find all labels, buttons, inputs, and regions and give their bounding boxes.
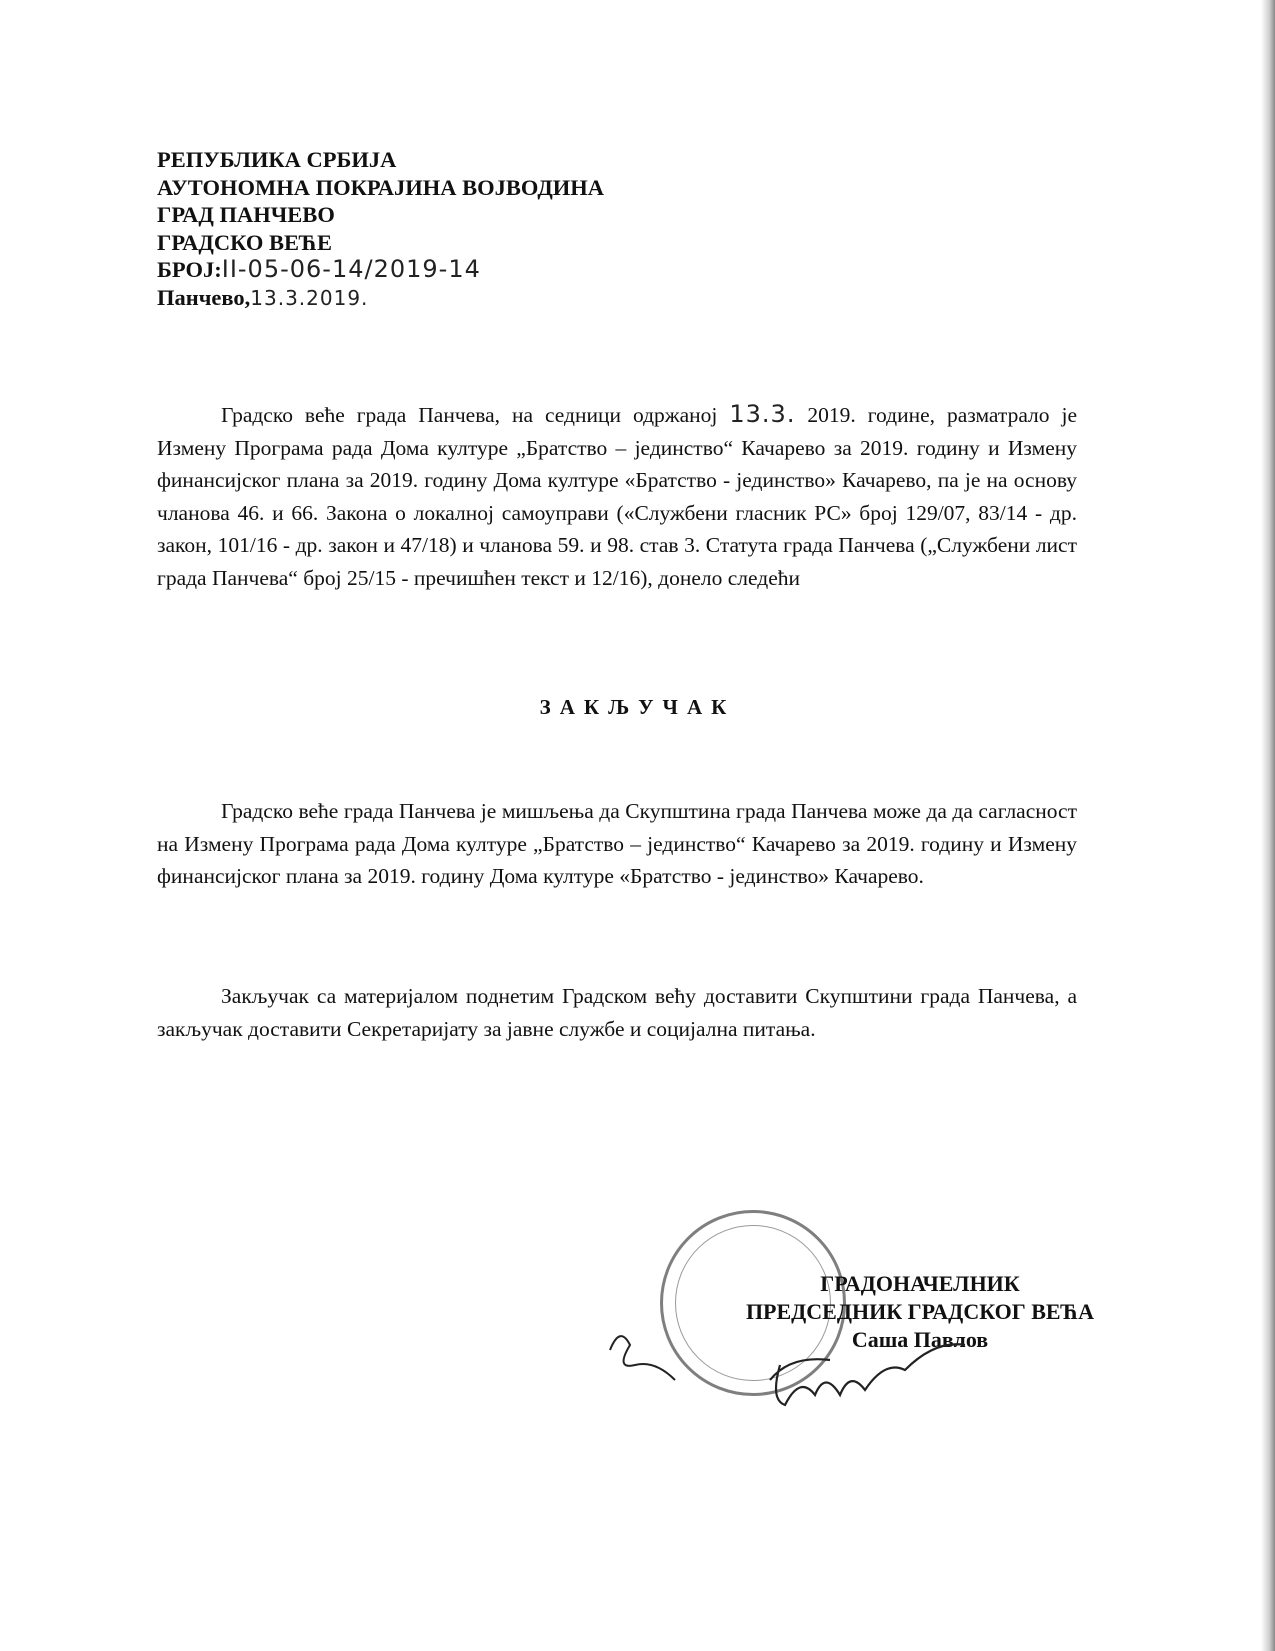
header-line: ГРАД ПАНЧЕВО (157, 202, 335, 227)
header-line: ГРАДСКО ВЕЋЕ (157, 229, 333, 255)
preamble-text: Градско веће града Панчева, на седници одржаној (221, 403, 718, 427)
signatory-title: ГРАДОНАЧЕЛНИК (820, 1271, 1020, 1296)
header-line: АУТОНОМНА ПОКРАЈИНА ВОЈВОДИНА (157, 174, 605, 200)
number-label: БРОЈ: (157, 257, 222, 282)
handwritten-date: 13.3.2019. (250, 285, 369, 310)
preamble-text: 2019. године, разматрало је Измену Програма рада Дома културе „Братство – јединство“ Качарево за 2019. годину и Измену финансијског плана за 2019. годину Дома културе «Братство - јединство» Качарево, па је на основу чланова 46. и 66. Закона о локалној самоуправи («Службени гласник РС» број 129/07, 83/14 - др. закон, 101/16 - др. закон и 47/18) и чланова 59. и 98. став 3. Статута града Панчева („Службени лист града Панчева“ број 25/15 - пречишћен текст и 12/16), донело следећи (157, 403, 1078, 590)
paragraph-preamble (157, 398, 1077, 594)
handwritten-signature (600, 1310, 1060, 1420)
paragraph-delivery: Закључак са материјалом поднетим Градском већу доставити Скупштини града Панчева, а закључак доставити Секретаријату за јавне службе и социјална питања. (157, 984, 1077, 1041)
header-line: РЕПУБЛИКА СРБИЈА (157, 147, 397, 172)
signatory-name: Саша Павлов (851, 1327, 989, 1352)
document-date (157, 284, 604, 313)
signatory-title: ПРЕДСЕДНИК ГРАДСКОГ ВЕЋА (745, 1299, 1095, 1324)
handwritten-number: II-05-06-14/2019-14 (221, 255, 481, 283)
scan-edge-shadow (1261, 0, 1275, 1651)
paragraph-conclusion: Градско веће града Панчева је мишљења да Скупштина града Панчева може да да сагласност на Измену Програма рада Дома културе „Братство – јединство“ Качарево за 2019. годину и Измену финансијског плана за 2019. годину Дома културе «Братство - јединство» Качарево. (157, 799, 1077, 888)
document-number (157, 256, 604, 284)
document-title: ЗАКЉУЧАК (539, 695, 736, 719)
place-label: Панчево, (157, 284, 251, 310)
handwritten-session-date: 13.3. (729, 400, 796, 428)
document-header (157, 146, 604, 312)
